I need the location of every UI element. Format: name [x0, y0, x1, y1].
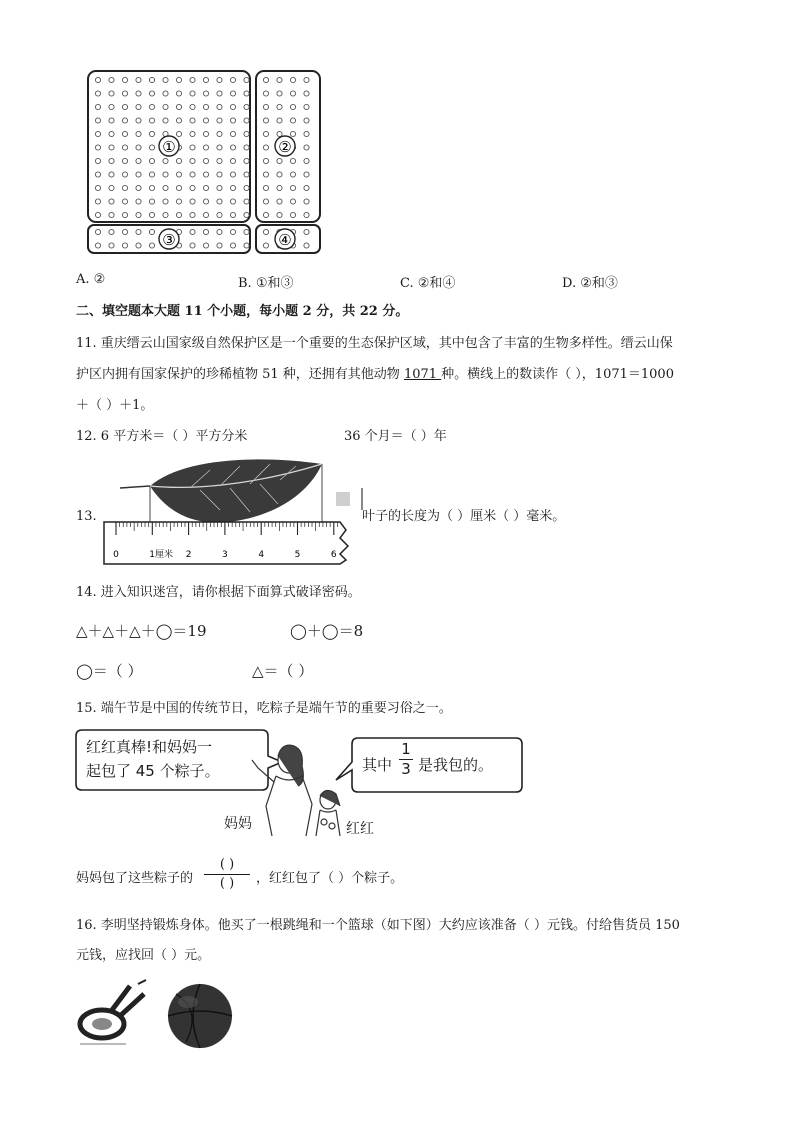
q14-equation-2: ◯＋◯＝8 [290, 622, 364, 640]
geoboard-peg [122, 243, 127, 248]
bubble-left-line-1: 红红真棒!和妈妈一 [86, 738, 213, 756]
geoboard-peg [190, 212, 195, 217]
geoboard-peg [109, 243, 114, 248]
leaf-ruler-figure [100, 456, 360, 566]
q13-number: 13. [76, 509, 97, 524]
geoboard-peg [263, 185, 268, 190]
geoboard-peg [290, 118, 295, 123]
geoboard-peg [190, 104, 195, 109]
geoboard-peg [304, 172, 309, 177]
geoboard-peg [95, 199, 100, 204]
geoboard-peg [203, 158, 208, 163]
geoboard-peg [263, 158, 268, 163]
fraction-denominator-blank: ( ) [219, 876, 235, 891]
geoboard-peg [217, 104, 222, 109]
q11-line-2a: 护区内拥有国家保护的珍稀植物 51 种，还拥有其他动物 [76, 367, 404, 382]
q14-answer-triangle: △＝（ ） [252, 662, 314, 680]
geoboard-peg [95, 185, 100, 190]
geoboard-peg [163, 185, 168, 190]
geoboard-peg [176, 131, 181, 136]
geoboard-peg [230, 199, 235, 204]
geoboard-peg [109, 77, 114, 82]
geoboard-peg [109, 185, 114, 190]
geoboard-peg [263, 118, 268, 123]
geoboard-peg [136, 131, 141, 136]
girl-label: 红红 [346, 821, 374, 837]
geoboard-peg [244, 145, 249, 150]
geoboard-peg [95, 131, 100, 136]
geoboard-peg [230, 145, 235, 150]
option-d[interactable]: D. ②和③ [562, 276, 618, 291]
geoboard-peg [149, 199, 154, 204]
geoboard-peg [244, 104, 249, 109]
ruler-label: 6 [330, 550, 337, 560]
geoboard-peg [163, 199, 168, 204]
geoboard-peg [136, 158, 141, 163]
geoboard-peg [217, 229, 222, 234]
geoboard-peg [263, 104, 268, 109]
ruler-label: 0 [113, 550, 119, 560]
geoboard-peg [263, 145, 268, 150]
geoboard-peg [217, 77, 222, 82]
geoboard-peg [217, 145, 222, 150]
geoboard-peg [190, 243, 195, 248]
geoboard-peg [163, 104, 168, 109]
girl-figure [316, 790, 340, 836]
geoboard-peg [203, 243, 208, 248]
geoboard-peg [109, 104, 114, 109]
geoboard-peg [190, 172, 195, 177]
ruler-label: 1厘米 [149, 550, 174, 560]
geoboard-peg [190, 131, 195, 136]
region-1-marker [159, 136, 179, 156]
geoboard-peg [136, 172, 141, 177]
geoboard-peg [203, 172, 208, 177]
geoboard-peg [109, 131, 114, 136]
geoboard-peg [263, 91, 268, 96]
q14-equation-1: △＋△＋△＋◯＝19 [76, 622, 207, 640]
geoboard-svg [86, 68, 346, 258]
geoboard-peg [263, 229, 268, 234]
geoboard-peg [190, 185, 195, 190]
geoboard-peg [290, 91, 295, 96]
geoboard-peg [217, 118, 222, 123]
mom-label: 妈妈 [224, 816, 252, 832]
geoboard-peg [217, 212, 222, 217]
geoboard-peg [95, 158, 100, 163]
geoboard-peg [230, 185, 235, 190]
geoboard-peg [109, 145, 114, 150]
geoboard-peg [190, 199, 195, 204]
geoboard-peg [176, 212, 181, 217]
option-a[interactable]: A. ② [76, 272, 106, 287]
geoboard-peg [263, 243, 268, 248]
geoboard-peg [122, 91, 127, 96]
geoboard-peg [230, 104, 235, 109]
geoboard-peg [230, 131, 235, 136]
geoboard-peg [122, 145, 127, 150]
geoboard-peg [122, 229, 127, 234]
geoboard-peg [217, 158, 222, 163]
q11-line-1: 11. 重庆缙云山国家级自然保护区是一个重要的生态保护区域，其中包含了丰富的生物多样性。缙云山保 [76, 336, 673, 351]
geoboard-peg [244, 229, 249, 234]
geoboard-peg [244, 158, 249, 163]
geoboard-peg [149, 145, 154, 150]
geoboard-peg [190, 91, 195, 96]
geoboard-peg [203, 77, 208, 82]
geoboard-peg [203, 145, 208, 150]
q13-text: 叶子的长度为（ ）厘米（ ）毫米。 [362, 509, 566, 524]
geoboard-peg [277, 131, 282, 136]
geoboard-peg [217, 185, 222, 190]
geoboard-peg [277, 185, 282, 190]
geoboard-peg [176, 158, 181, 163]
ruler-label: 2 [185, 550, 192, 560]
geoboard-peg [136, 145, 141, 150]
geoboard-peg [290, 185, 295, 190]
q15-answer-suffix: ，红红包了（ ）个粽子。 [256, 871, 404, 886]
geoboard-peg [290, 158, 295, 163]
geoboard-peg [122, 185, 127, 190]
q16-line-1: 16. 李明坚持锻炼身体。他买了一根跳绳和一个篮球（如下图）大约应该准备（ ）元钱。付给售货员 150 [76, 918, 680, 933]
geoboard-peg [136, 91, 141, 96]
geoboard-peg [122, 172, 127, 177]
bubble-fraction-denominator: 3 [401, 760, 411, 778]
geoboard-peg [230, 158, 235, 163]
bubble-left-line-2: 起包了 45 个粽子。 [86, 762, 220, 780]
geoboard-peg [203, 118, 208, 123]
q16-line-2: 元钱，应找回（ ）元。 [76, 948, 211, 963]
geoboard-peg [136, 199, 141, 204]
geoboard-peg [190, 229, 195, 234]
q12-part-2: 36 个月＝（ ）年 [344, 429, 447, 444]
geoboard-peg [163, 158, 168, 163]
fraction-numerator-blank: ( ) [219, 857, 235, 872]
geoboard-peg [149, 185, 154, 190]
geoboard-peg [290, 212, 295, 217]
geoboard-peg [217, 131, 222, 136]
geoboard-peg [290, 199, 295, 204]
geoboard-peg [230, 118, 235, 123]
geoboard-peg [304, 131, 309, 136]
geoboard-peg [176, 185, 181, 190]
geoboard-peg [304, 91, 309, 96]
region-3-label: ③ [162, 231, 176, 249]
geoboard-peg [149, 91, 154, 96]
geoboard-peg [109, 212, 114, 217]
geoboard-peg [263, 131, 268, 136]
geoboard-peg [109, 91, 114, 96]
geoboard-peg [290, 172, 295, 177]
geoboard-peg [230, 212, 235, 217]
region-3-marker [159, 229, 179, 249]
ruler-label: 3 [222, 550, 228, 560]
geoboard-peg [304, 158, 309, 163]
geoboard-peg [277, 104, 282, 109]
geoboard-peg [136, 229, 141, 234]
geoboard-peg [95, 91, 100, 96]
geoboard-peg [176, 104, 181, 109]
geoboard-peg [122, 118, 127, 123]
geoboard-peg [244, 172, 249, 177]
geoboard-peg [277, 199, 282, 204]
geoboard-peg [176, 77, 181, 82]
geoboard-peg [203, 91, 208, 96]
geoboard-peg [149, 229, 154, 234]
bubble-right-prefix: 其中 [362, 756, 393, 774]
ruler-label: 5 [294, 550, 301, 560]
region-4-marker [275, 229, 295, 249]
geoboard-peg [95, 229, 100, 234]
geoboard-peg [304, 212, 309, 217]
geoboard-peg [95, 172, 100, 177]
geoboard-peg [230, 77, 235, 82]
geoboard-peg [122, 104, 127, 109]
geoboard-peg [190, 77, 195, 82]
geoboard-peg [217, 199, 222, 204]
q15-answer-prefix: 妈妈包了这些粽子的 [76, 871, 194, 886]
geoboard-peg [190, 118, 195, 123]
geoboard-peg [149, 118, 154, 123]
geoboard-peg [149, 172, 154, 177]
geoboard-peg [109, 118, 114, 123]
bubble-right-suffix: 是我包的。 [418, 756, 494, 774]
geoboard-peg [203, 185, 208, 190]
section-2-title: 二、填空题本大题 11 个小题，每小题 2 分，共 22 分。 [76, 304, 409, 319]
geoboard-peg [244, 91, 249, 96]
geoboard-peg [230, 243, 235, 248]
geoboard-peg [122, 77, 127, 82]
geoboard-peg [163, 118, 168, 123]
q15-answer-fraction [204, 856, 250, 893]
geoboard-peg [304, 77, 309, 82]
geoboard-peg [109, 199, 114, 204]
geoboard-peg [304, 104, 309, 109]
geoboard-peg [136, 185, 141, 190]
region-2-marker [275, 136, 295, 156]
geoboard-peg [149, 104, 154, 109]
q12-part-1: 12. 6 平方米＝（ ）平方分米 [76, 429, 248, 444]
geoboard-peg [304, 199, 309, 204]
geoboard-peg [176, 172, 181, 177]
geoboard-peg [304, 145, 309, 150]
geoboard-peg [277, 158, 282, 163]
geoboard-peg [290, 131, 295, 136]
geoboard-peg [190, 145, 195, 150]
region-1-label: ① [162, 138, 176, 156]
bubble-right-fraction [399, 740, 413, 779]
geoboard-peg [95, 77, 100, 82]
geoboard-peg [109, 229, 114, 234]
geoboard-peg [244, 118, 249, 123]
basketball-image [168, 984, 232, 1048]
geoboard-peg [95, 243, 100, 248]
ruler-label: 4 [258, 550, 265, 560]
geoboard-peg [230, 229, 235, 234]
q14-answer-circle: ◯＝（ ） [76, 662, 143, 680]
geoboard-peg [149, 158, 154, 163]
geoboard-peg [109, 172, 114, 177]
scan-artifact [336, 492, 350, 506]
geoboard-peg [244, 77, 249, 82]
geoboard-peg [122, 158, 127, 163]
geoboard-peg [290, 104, 295, 109]
q15-intro: 15. 端午节是中国的传统节日，吃粽子是端午节的重要习俗之一。 [76, 701, 452, 716]
geoboard-peg [163, 212, 168, 217]
geoboard-peg [176, 91, 181, 96]
geoboard-peg [122, 131, 127, 136]
q11-line-2 [76, 365, 674, 385]
geoboard-peg [203, 199, 208, 204]
geoboard-peg [149, 77, 154, 82]
geoboard-peg [136, 77, 141, 82]
q16-illustration [76, 980, 246, 1052]
region-4-label: ④ [278, 231, 292, 249]
geoboard-peg [244, 243, 249, 248]
geoboard-peg [149, 131, 154, 136]
q11-underlined-number: 1071 [403, 367, 442, 382]
geoboard-peg [163, 91, 168, 96]
geoboard-peg [304, 185, 309, 190]
geoboard-peg [244, 199, 249, 204]
geoboard-peg [277, 91, 282, 96]
geoboard-peg [277, 212, 282, 217]
geoboard-peg [176, 118, 181, 123]
option-c[interactable]: C. ②和④ [400, 276, 456, 291]
geoboard-peg [203, 104, 208, 109]
geoboard-peg [244, 185, 249, 190]
geoboard-peg [277, 118, 282, 123]
geoboard-peg [203, 131, 208, 136]
q14-intro: 14. 进入知识迷宫，请你根据下面算式破译密码。 [76, 585, 361, 600]
geoboard-peg [109, 158, 114, 163]
geoboard-peg [217, 91, 222, 96]
geoboard-peg [95, 118, 100, 123]
geoboard-peg [136, 243, 141, 248]
geoboard-peg [122, 199, 127, 204]
geoboard-peg [163, 172, 168, 177]
q11-line-3: ＋（ ）＋1。 [76, 398, 154, 413]
geoboard-peg [263, 199, 268, 204]
geoboard-peg [277, 172, 282, 177]
geoboard-peg [244, 212, 249, 217]
geoboard-peg [217, 172, 222, 177]
bubble-fraction-numerator: 1 [401, 740, 411, 758]
geoboard-peg [136, 104, 141, 109]
option-b[interactable]: B. ①和③ [238, 276, 294, 291]
geoboard-peg [176, 199, 181, 204]
geoboard-peg [163, 77, 168, 82]
geoboard-peg [277, 77, 282, 82]
geoboard-peg [95, 212, 100, 217]
geoboard-peg [136, 212, 141, 217]
geoboard-peg [149, 243, 154, 248]
geoboard-peg [244, 131, 249, 136]
q11-line-2b: 种。横线上的数读作（ ），1071＝1000 [441, 367, 674, 382]
geoboard-peg [290, 77, 295, 82]
geoboard-peg [95, 145, 100, 150]
geoboard-peg [203, 212, 208, 217]
geoboard-peg [304, 229, 309, 234]
geoboard-peg [122, 212, 127, 217]
geoboard-peg [304, 243, 309, 248]
region-2-label: ② [278, 138, 292, 156]
geoboard-peg [190, 158, 195, 163]
geoboard-peg [304, 118, 309, 123]
jump-rope-image [80, 980, 146, 1044]
geoboard-peg [95, 104, 100, 109]
geoboard-peg [136, 118, 141, 123]
geoboard-peg [230, 91, 235, 96]
geoboard-peg [263, 212, 268, 217]
geoboard-peg [217, 243, 222, 248]
geoboard-peg [263, 172, 268, 177]
geoboard-peg [149, 212, 154, 217]
geoboard-peg [203, 229, 208, 234]
geoboard-peg [263, 77, 268, 82]
geoboard-peg [230, 172, 235, 177]
